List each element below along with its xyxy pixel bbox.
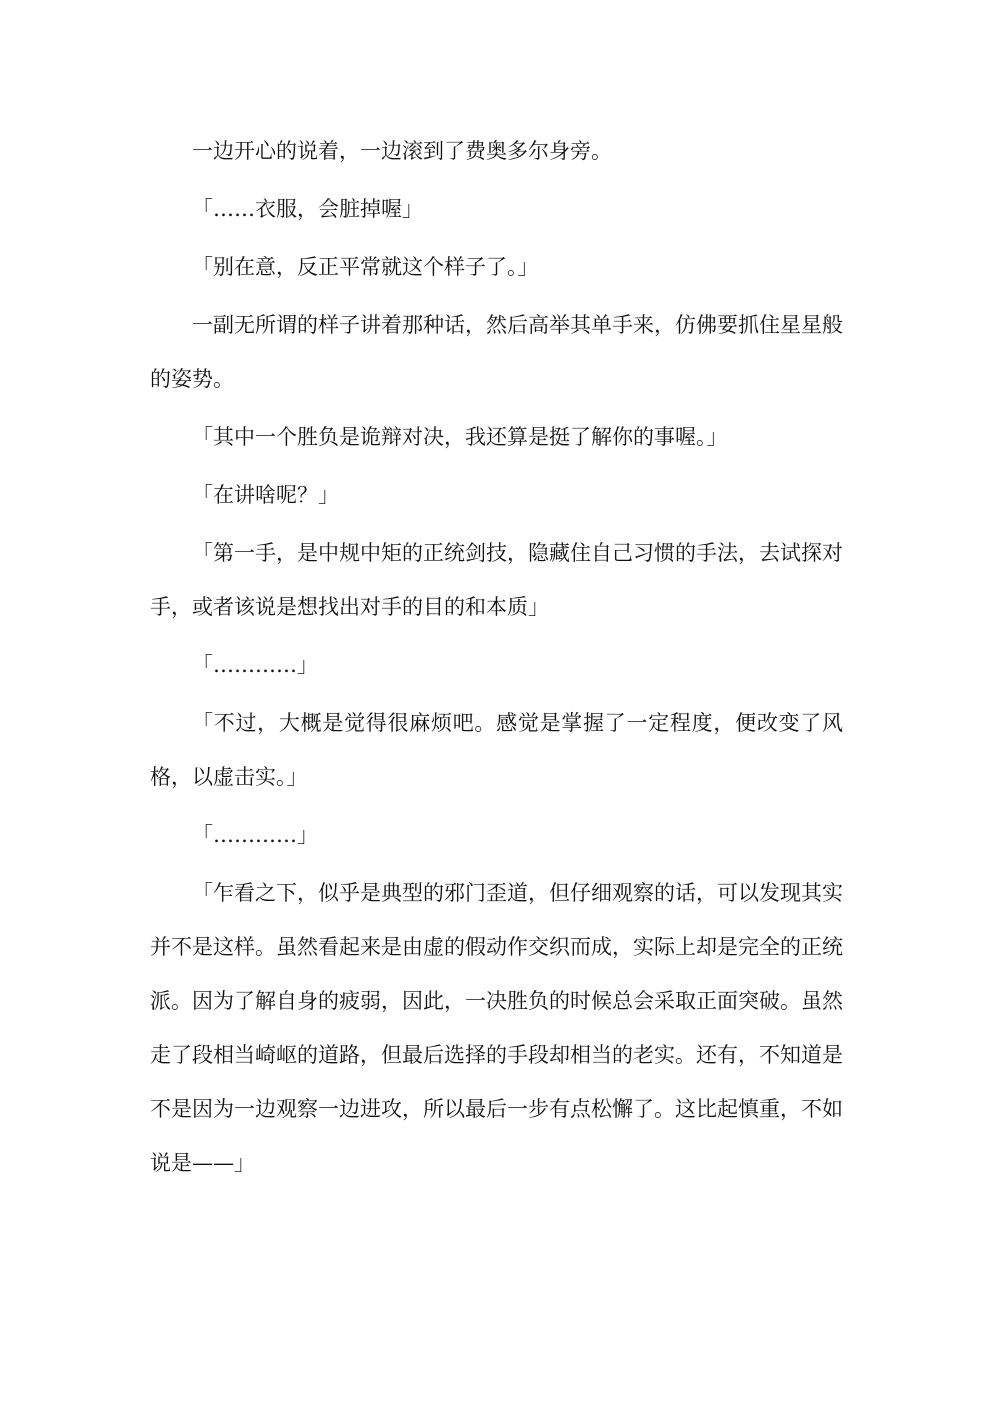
document-page bbox=[150, 124, 843, 1194]
paragraph: 「别在意，反正平常就这个样子了。」 bbox=[192, 255, 539, 279]
paragraph: 「乍看之下，似乎是典型的邪门歪道，但仔细观察的话，可以发现其实并不是这样。虽然看起来是由虚的假动作交织而成，实际上却是完全的正统派。因为了解自身的疲弱，因此，一决胜负的时候总会采取正面突破。虽然走了段相当崎岖的道路，但最后选择的手段却相当的老实。还有，不知道是不是因为一边观察一边进攻，所以最后一步有点松懈了。这比起慎重，不如说是——」 bbox=[150, 881, 843, 1175]
paragraph: 「其中一个胜负是诡辩对决，我还算是挺了解你的事喔。」 bbox=[192, 425, 728, 449]
paragraph: 「…………」 bbox=[192, 653, 318, 677]
paragraph: 「…………」 bbox=[192, 823, 318, 847]
paragraph: 一副无所谓的样子讲着那种话，然后高举其单手来，仿佛要抓住星星般的姿势。 bbox=[150, 313, 843, 391]
paragraph: 「在讲啥呢？」 bbox=[192, 483, 339, 507]
paragraph: 一边开心的说着，一边滚到了费奥多尔身旁。 bbox=[192, 139, 612, 163]
paragraph: 「第一手，是中规中矩的正统剑技，隐藏住自己习惯的手法，去试探对手，或者该说是想找出对手的目的和本质」 bbox=[150, 541, 843, 619]
paragraph: 「……衣服，会脏掉喔」 bbox=[192, 197, 423, 221]
paragraph: 「不过，大概是觉得很麻烦吧。感觉是掌握了一定程度，便改变了风格，以虚击实。」 bbox=[150, 711, 843, 789]
